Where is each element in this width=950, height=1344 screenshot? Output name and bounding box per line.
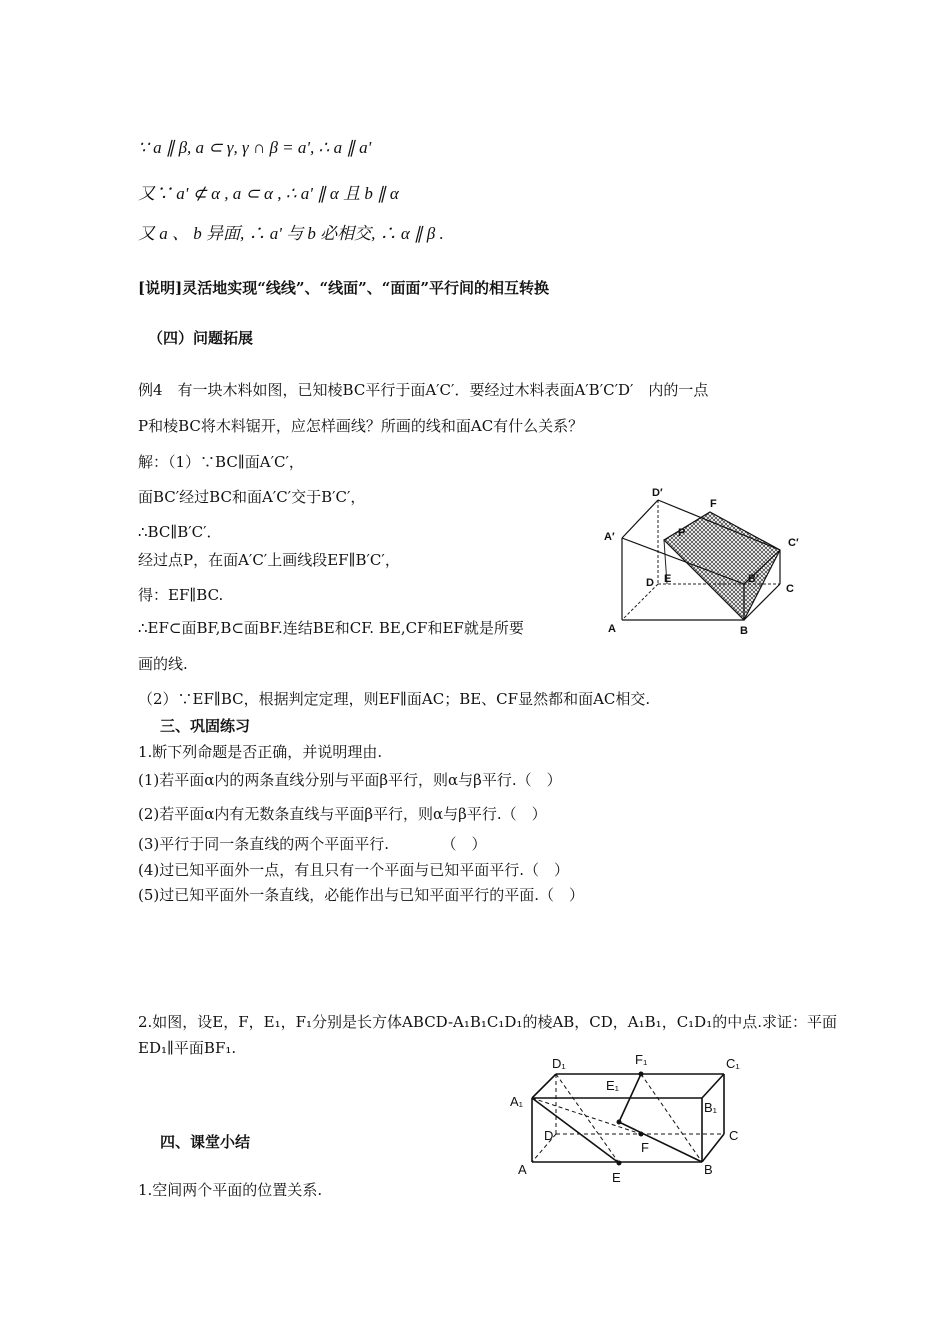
solution-line4: 经过点P，在面A′C′上画线段EF∥B′C′，	[138, 551, 400, 569]
fig2-label-e1: E₁	[606, 1078, 620, 1093]
example4-line2: P和棱BC将木料锯开，应怎样画线？所画的线和面AC有什么关系？	[138, 417, 584, 435]
practice-item-1: (1)若平面α内的两条直线分别与平面β平行，则α与β平行.（ ）	[138, 771, 562, 789]
solution-line1: 解：（1）∵BC∥面A′C′，	[138, 453, 304, 471]
practice-item-2: (2)若平面α内有无数条直线与平面β平行，则α与β平行.（ ）	[138, 805, 547, 823]
wood-block-figure	[598, 488, 818, 638]
fig1-label-c: C	[786, 583, 794, 595]
fig2-label-f1: F₁	[635, 1052, 648, 1067]
fig2-label-d1: D₁	[552, 1056, 566, 1071]
practice-item-3: (3)平行于同一条直线的两个平面平行. （ ）	[138, 835, 487, 853]
fig1-label-e: E	[664, 573, 672, 585]
fig1-label-a: A	[608, 623, 616, 635]
proof-line-2: 又∵ a' ⊄ α , a ⊂ α , ∴ a' ∥ α 且 b ∥ α	[138, 184, 399, 203]
solution-line6: ∴EF⊂面BF,B⊂面BF.连结BE和CF. BE,CF和EF就是所要	[138, 619, 524, 637]
solution-line5: 得：EF∥BC.	[138, 586, 224, 604]
solution-line2: 面BC′经过BC和面A′C′交于B′C′，	[138, 488, 366, 506]
practice-q1: 1.断下列命题是否正确，并说明理由.	[138, 743, 383, 761]
fig1-label-d: D	[646, 577, 654, 589]
example4-line1: 例4 有一块木料如图，已知棱BC平行于面A′C′．要经过木料表面A′B′C′D′ 内的一点	[138, 381, 709, 399]
summary-item-1: 1.空间两个平面的位置关系.	[138, 1181, 323, 1199]
note-text: [说明]灵活地实现“线线”、“线面”、“面面”平行间的相互转换	[138, 279, 549, 297]
fig2-label-e: E	[612, 1170, 621, 1185]
fig2-label-c: C	[729, 1128, 739, 1143]
fig2-label-f: F	[641, 1140, 649, 1155]
cuboid-figure	[508, 1050, 748, 1190]
practice-item-5: (5)过已知平面外一条直线，必能作出与已知平面平行的平面.（ ）	[138, 886, 585, 904]
practice-item-4: (4)过已知平面外一点，有且只有一个平面与已知平面平行.（ ）	[138, 861, 570, 879]
practice-q2-line1: 2.如图，设E，F，E₁，F₁分别是长方体ABCD-A₁B₁C₁D₁的棱AB，CD，A₁B₁，C₁D₁的中点.求证：平面	[138, 1013, 837, 1031]
solution-line3: ∴BC∥B′C′．	[138, 523, 222, 541]
fig2-label-a: A	[518, 1162, 527, 1177]
section-extend-heading: （四）问题拓展	[148, 329, 254, 347]
fig2-label-a1: A₁	[510, 1094, 524, 1109]
proof-line-3: 又 a 、 b 异面, ∴ a' 与 b 必相交, ∴ α ∥ β .	[138, 224, 444, 243]
proof-line-1: ∵ a ∥ β, a ⊂ γ, γ ∩ β = a', ∴ a ∥ a'	[138, 138, 372, 157]
solution-line8: （2）∵EF∥BC，根据判定定理，则EF∥面AC；BE、CF显然都和面AC相交.	[138, 690, 651, 708]
fig1-label-p: P	[678, 527, 686, 539]
fig1-label-b: B	[740, 625, 748, 637]
fig1-label-a1: A′	[604, 531, 615, 543]
practice-q2-line2: ED₁∥平面BF₁.	[138, 1039, 237, 1057]
fig2-label-b: B	[704, 1162, 713, 1177]
section-summary-heading: 四、课堂小结	[160, 1133, 251, 1151]
fig2-label-b1: B₁	[704, 1100, 718, 1115]
fig1-label-c1: C′	[788, 537, 799, 549]
fig2-label-d: D	[544, 1128, 554, 1143]
fig2-label-c1: C₁	[726, 1056, 740, 1071]
fig1-label-b1: B′	[748, 573, 759, 585]
fig1-label-d1: D′	[652, 487, 663, 499]
solution-line7: 画的线.	[138, 655, 188, 673]
fig1-label-f: F	[710, 498, 717, 510]
section-practice-heading: 三、巩固练习	[160, 717, 251, 735]
